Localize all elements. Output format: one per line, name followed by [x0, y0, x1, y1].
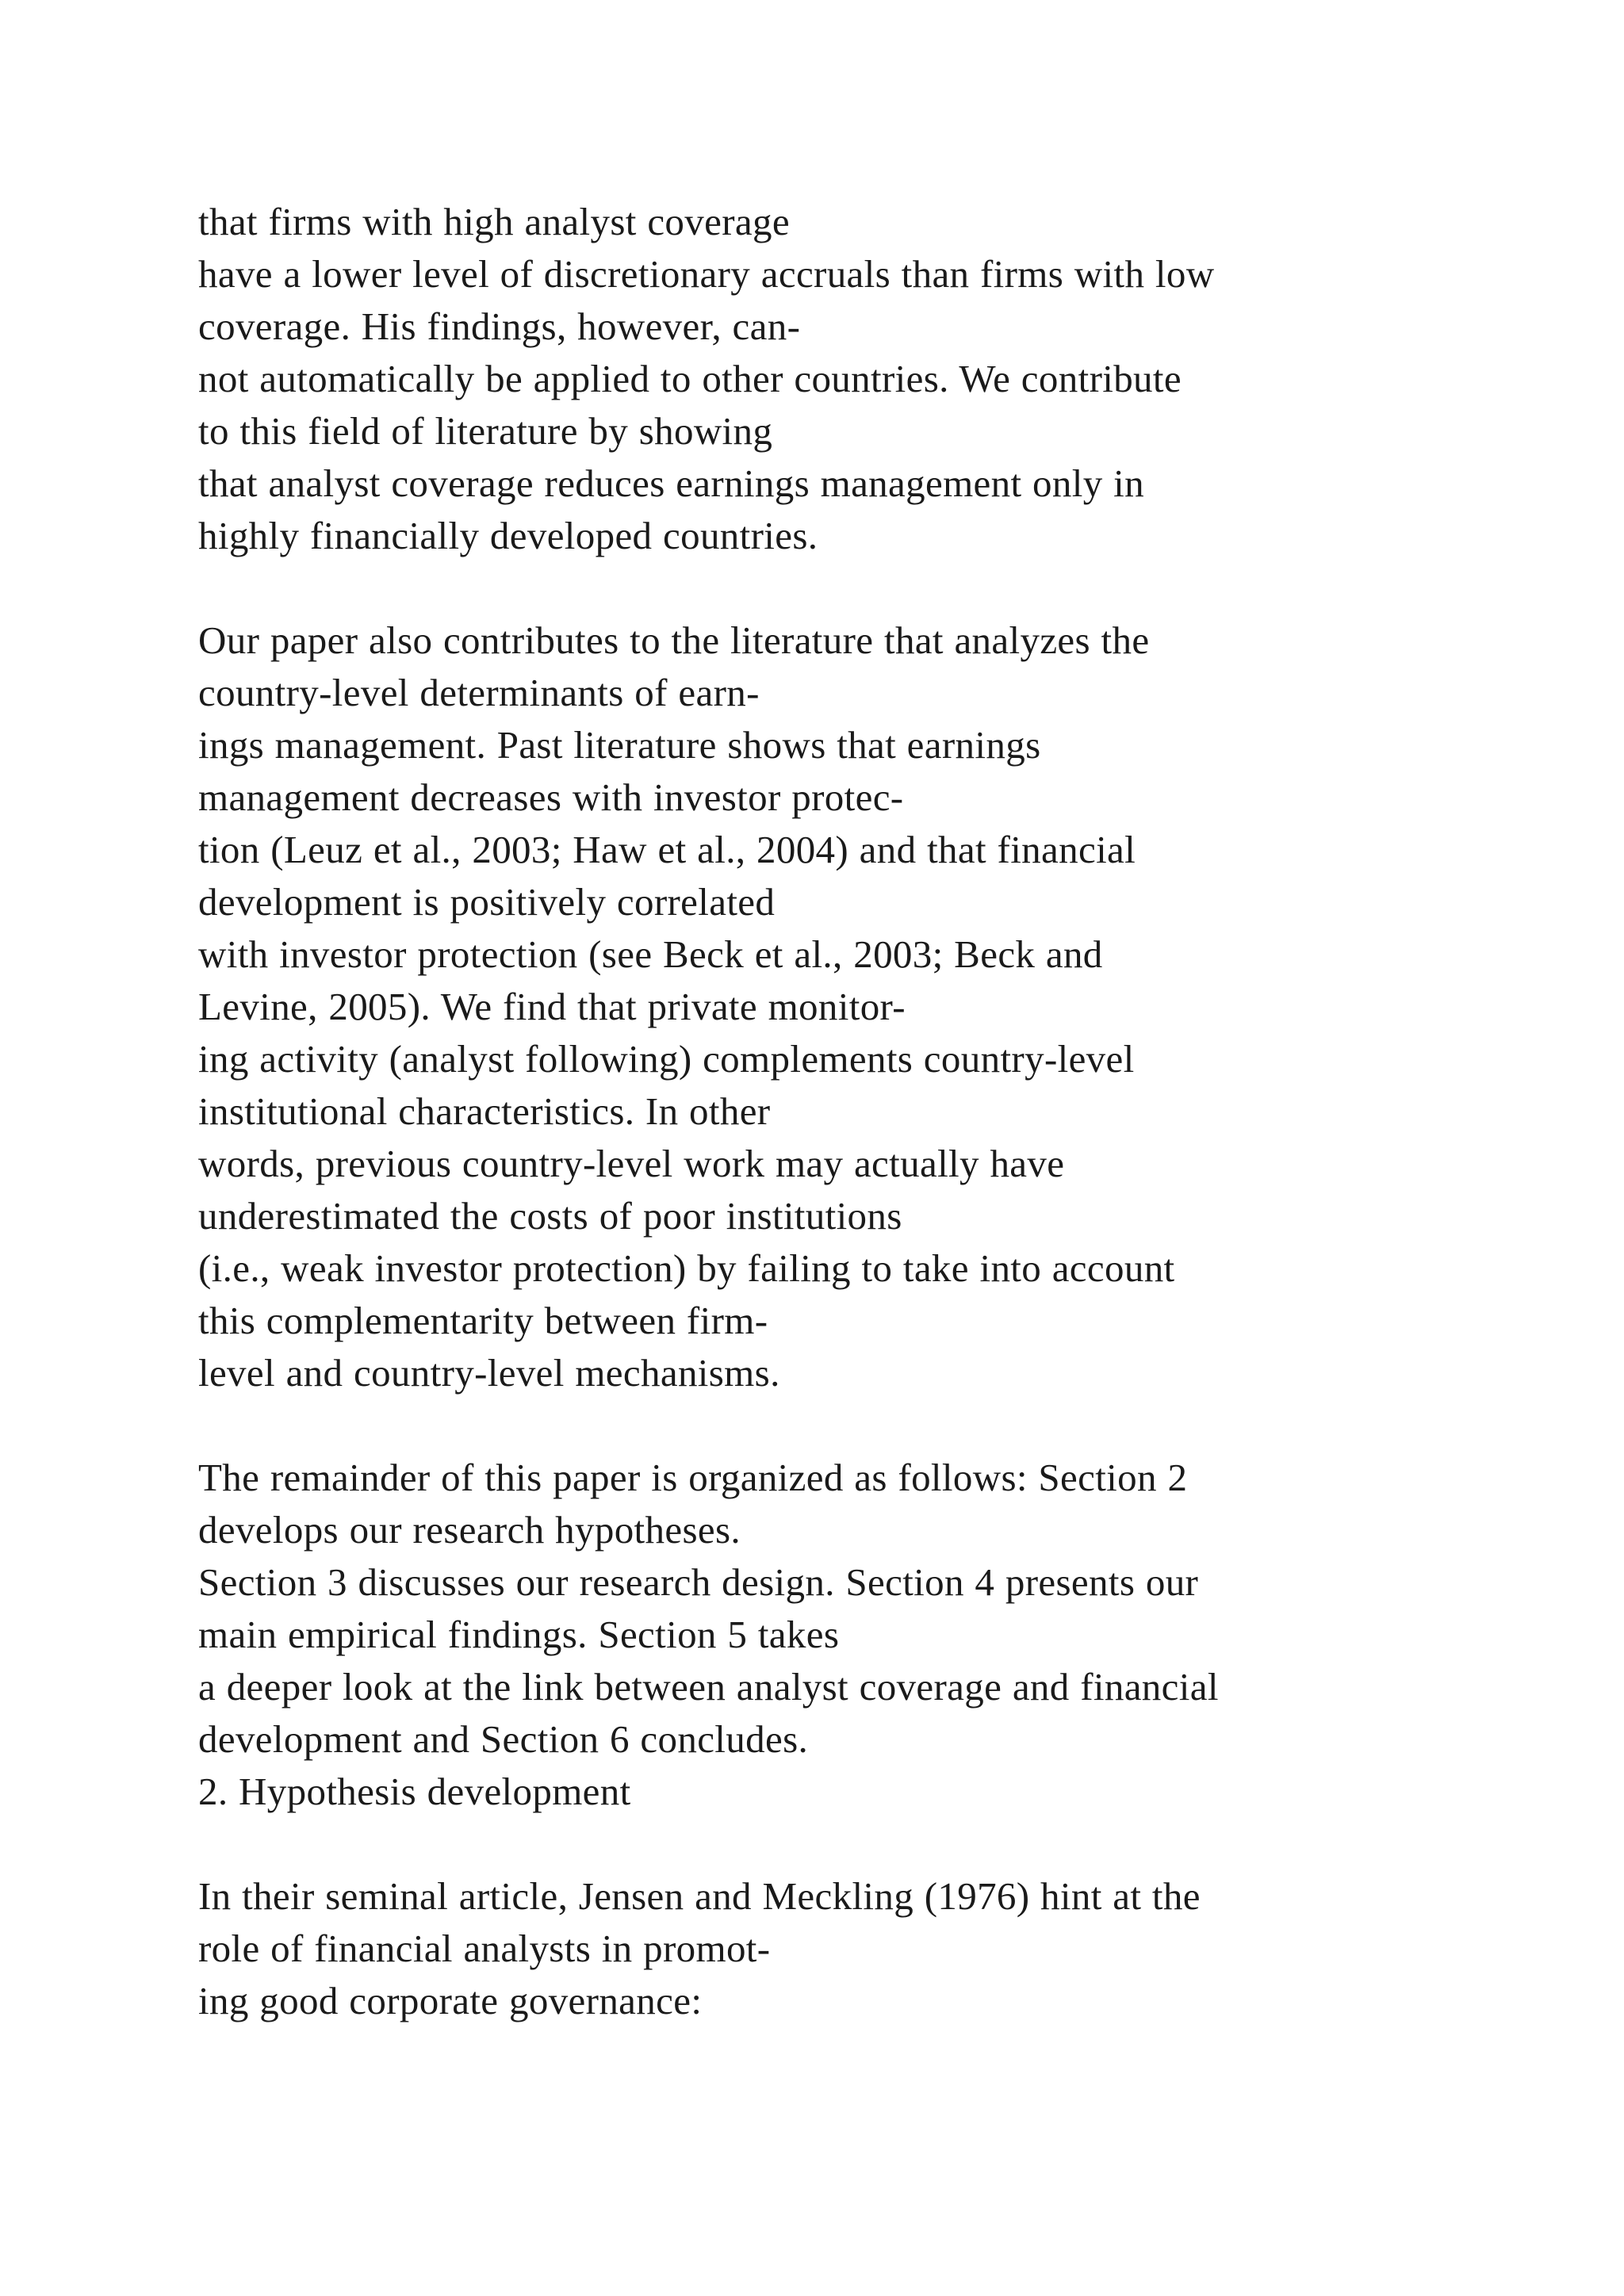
text-line: ing activity (analyst following) complements country-level: [198, 1037, 1135, 1081]
text-line: develops our research hypotheses.: [198, 1508, 741, 1552]
text-line: not automatically be applied to other countries. We contribute: [198, 357, 1182, 400]
text-line: The remainder of this paper is organized as follows: Section 2: [198, 1456, 1188, 1499]
section-heading: 2. Hypothesis development: [198, 1770, 631, 1813]
text-line: tion (Leuz et al., 2003; Haw et al., 2004) and that financial: [198, 828, 1136, 871]
text-line: words, previous country-level work may actually have: [198, 1142, 1065, 1185]
text-line: to this field of literature by showing: [198, 409, 773, 453]
paragraph-gap: [198, 562, 1546, 614]
text-line: management decreases with investor protec-: [198, 775, 904, 819]
text-line: coverage. His findings, however, can-: [198, 304, 801, 348]
text-line: level and country-level mechanisms.: [198, 1351, 780, 1395]
body-text: [198, 196, 1546, 2027]
text-line: development is positively correlated: [198, 880, 776, 924]
text-line: underestimated the costs of poor institutions: [198, 1194, 902, 1238]
text-line: (i.e., weak investor protection) by failing to take into account: [198, 1246, 1175, 1290]
text-line: a deeper look at the link between analyst coverage and financial: [198, 1665, 1219, 1709]
text-line: Levine, 2005). We find that private monitor-: [198, 985, 906, 1028]
paragraph-2: [198, 614, 1546, 1399]
text-line: Our paper also contributes to the literature that analyzes the: [198, 618, 1150, 662]
paragraph-gap: [198, 1818, 1546, 1870]
text-line: this complementarity between firm-: [198, 1299, 768, 1342]
text-line: country-level determinants of earn-: [198, 671, 760, 714]
text-line: with investor protection (see Beck et al., 2003; Beck and: [198, 932, 1103, 976]
paragraph-gap: [198, 1399, 1546, 1452]
text-line: role of financial analysts in promot-: [198, 1927, 771, 1970]
paragraph-3: [198, 1452, 1546, 1818]
text-line: have a lower level of discretionary accruals than firms with low: [198, 252, 1215, 296]
text-line: In their seminal article, Jensen and Meckling (1976) hint at the: [198, 1874, 1201, 1918]
text-line: ings management. Past literature shows that earnings: [198, 723, 1041, 767]
text-line: development and Section 6 concludes.: [198, 1717, 809, 1761]
text-line: that firms with high analyst coverage: [198, 200, 790, 243]
text-line: institutional characteristics. In other: [198, 1089, 771, 1133]
text-line: main empirical findings. Section 5 takes: [198, 1613, 840, 1656]
text-line: ing good corporate governance:: [198, 1979, 703, 2022]
text-line: that analyst coverage reduces earnings management only in: [198, 461, 1144, 505]
text-line: highly financially developed countries.: [198, 514, 818, 557]
paragraph-1: [198, 196, 1546, 562]
text-line: Section 3 discusses our research design. Section 4 presents our: [198, 1560, 1199, 1604]
paragraph-4: [198, 1870, 1546, 2027]
